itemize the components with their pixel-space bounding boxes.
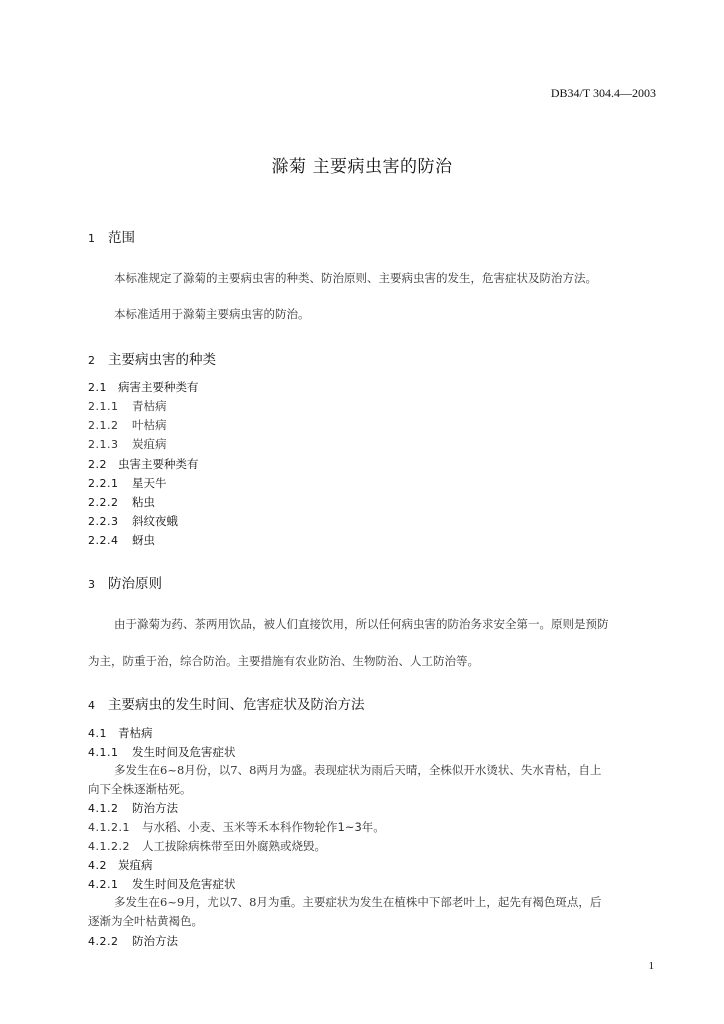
item-number: 4.1.2.1	[88, 821, 130, 834]
document-code: DB34/T 304.4—2003	[550, 86, 656, 100]
paragraph: 本标准规定了滁菊的主要病虫害的种类、防治原则、主要病虫害的发生，危害症状及防治方法。	[114, 271, 597, 285]
item-number: 2.2.1	[88, 477, 119, 490]
section-2-heading	[88, 348, 216, 368]
section-title: 主要病虫的发生时间、危害症状及防治方法	[108, 697, 365, 713]
section-number: 4	[88, 699, 95, 712]
item-number: 2.2	[88, 458, 107, 471]
subsection-heading	[88, 857, 153, 873]
subsection-heading	[88, 933, 178, 949]
item-number: 4.1.1	[88, 746, 119, 759]
item-number: 4.2.1	[88, 878, 119, 891]
item-text: 发生时间及危害症状	[132, 877, 236, 891]
subsection-heading	[88, 876, 236, 892]
item-text: 防治方法	[132, 934, 178, 948]
list-item	[88, 456, 199, 472]
item-text: 蚜虫	[132, 533, 155, 547]
paragraph-line: 向下全株逐渐枯死。	[88, 782, 192, 796]
section-number: 1	[88, 232, 95, 245]
item-text: 虫害主要种类有	[118, 457, 199, 471]
item-number: 4.1.2.2	[88, 840, 130, 853]
item-number: 2.1	[88, 381, 107, 394]
item-text: 防治方法	[132, 801, 178, 815]
section-3-heading	[88, 572, 162, 592]
list-item	[88, 819, 385, 835]
item-text: 青枯病	[132, 399, 167, 413]
item-text: 与水稻、小麦、玉米等禾本科作物轮作1~3年。	[142, 820, 385, 834]
item-number: 4.2.2	[88, 935, 119, 948]
paragraph-line: 多发生在6~9月，尤以7、8月为重。主要症状为发生在植株中下部老叶上，起先有褐色斑点，后	[114, 895, 602, 909]
section-title: 主要病虫害的种类	[108, 352, 216, 368]
item-number: 2.2.3	[88, 515, 119, 528]
item-number: 2.1.2	[88, 419, 119, 432]
list-item	[88, 838, 326, 854]
paragraph-line: 为主，防重于治，综合防治。主要措施有农业防治、生物防治、人工防治等。	[88, 654, 479, 668]
item-text: 青枯病	[118, 726, 153, 740]
page-number: 1	[648, 960, 654, 972]
paragraph: 本标准适用于滁菊主要病虫害的防治。	[114, 307, 310, 321]
item-number: 2.2.2	[88, 496, 119, 509]
section-title: 防治原则	[108, 576, 162, 592]
section-number: 3	[88, 578, 95, 591]
item-number: 4.1.2	[88, 802, 119, 815]
item-text: 病害主要种类有	[118, 380, 199, 394]
page-title: 滁菊 主要病虫害的防治	[271, 157, 453, 177]
subsection-heading	[88, 744, 236, 760]
item-text: 人工拔除病株带至田外腐熟或烧毁。	[142, 839, 326, 853]
item-number: 2.2.4	[88, 534, 119, 547]
paragraph-line: 多发生在6~8月份，以7、8两月为盛。表现症状为雨后天晴，全株似开水烫状、失水青枯，自上	[114, 763, 602, 777]
item-number: 2.1.3	[88, 438, 119, 451]
section-title: 范围	[108, 230, 135, 246]
item-text: 发生时间及危害症状	[132, 745, 236, 759]
section-4-heading	[88, 693, 365, 713]
list-item	[88, 532, 155, 548]
list-item	[88, 436, 167, 452]
item-number: 4.2	[88, 859, 107, 872]
list-item	[88, 513, 178, 529]
item-text: 炭疽病	[132, 437, 167, 451]
item-text: 叶枯病	[132, 418, 167, 432]
section-number: 2	[88, 354, 95, 367]
item-text: 斜纹夜蛾	[132, 514, 178, 528]
subsection-heading	[88, 725, 153, 741]
list-item	[88, 475, 167, 491]
item-text: 炭疽病	[118, 858, 153, 872]
list-item	[88, 379, 199, 395]
list-item	[88, 417, 167, 433]
list-item	[88, 494, 155, 510]
paragraph-line: 由于滁菊为药、茶两用饮品，被人们直接饮用，所以任何病虫害的防治务求安全第一。原则是预防	[114, 617, 609, 631]
subsection-heading	[88, 800, 178, 816]
item-number: 4.1	[88, 727, 107, 740]
paragraph-line: 逐渐为全叶枯黄褐色。	[88, 914, 203, 928]
item-text: 星天牛	[132, 476, 167, 490]
item-number: 2.1.1	[88, 400, 119, 413]
list-item	[88, 398, 167, 414]
section-1-heading	[88, 226, 135, 246]
item-text: 粘虫	[132, 495, 155, 509]
